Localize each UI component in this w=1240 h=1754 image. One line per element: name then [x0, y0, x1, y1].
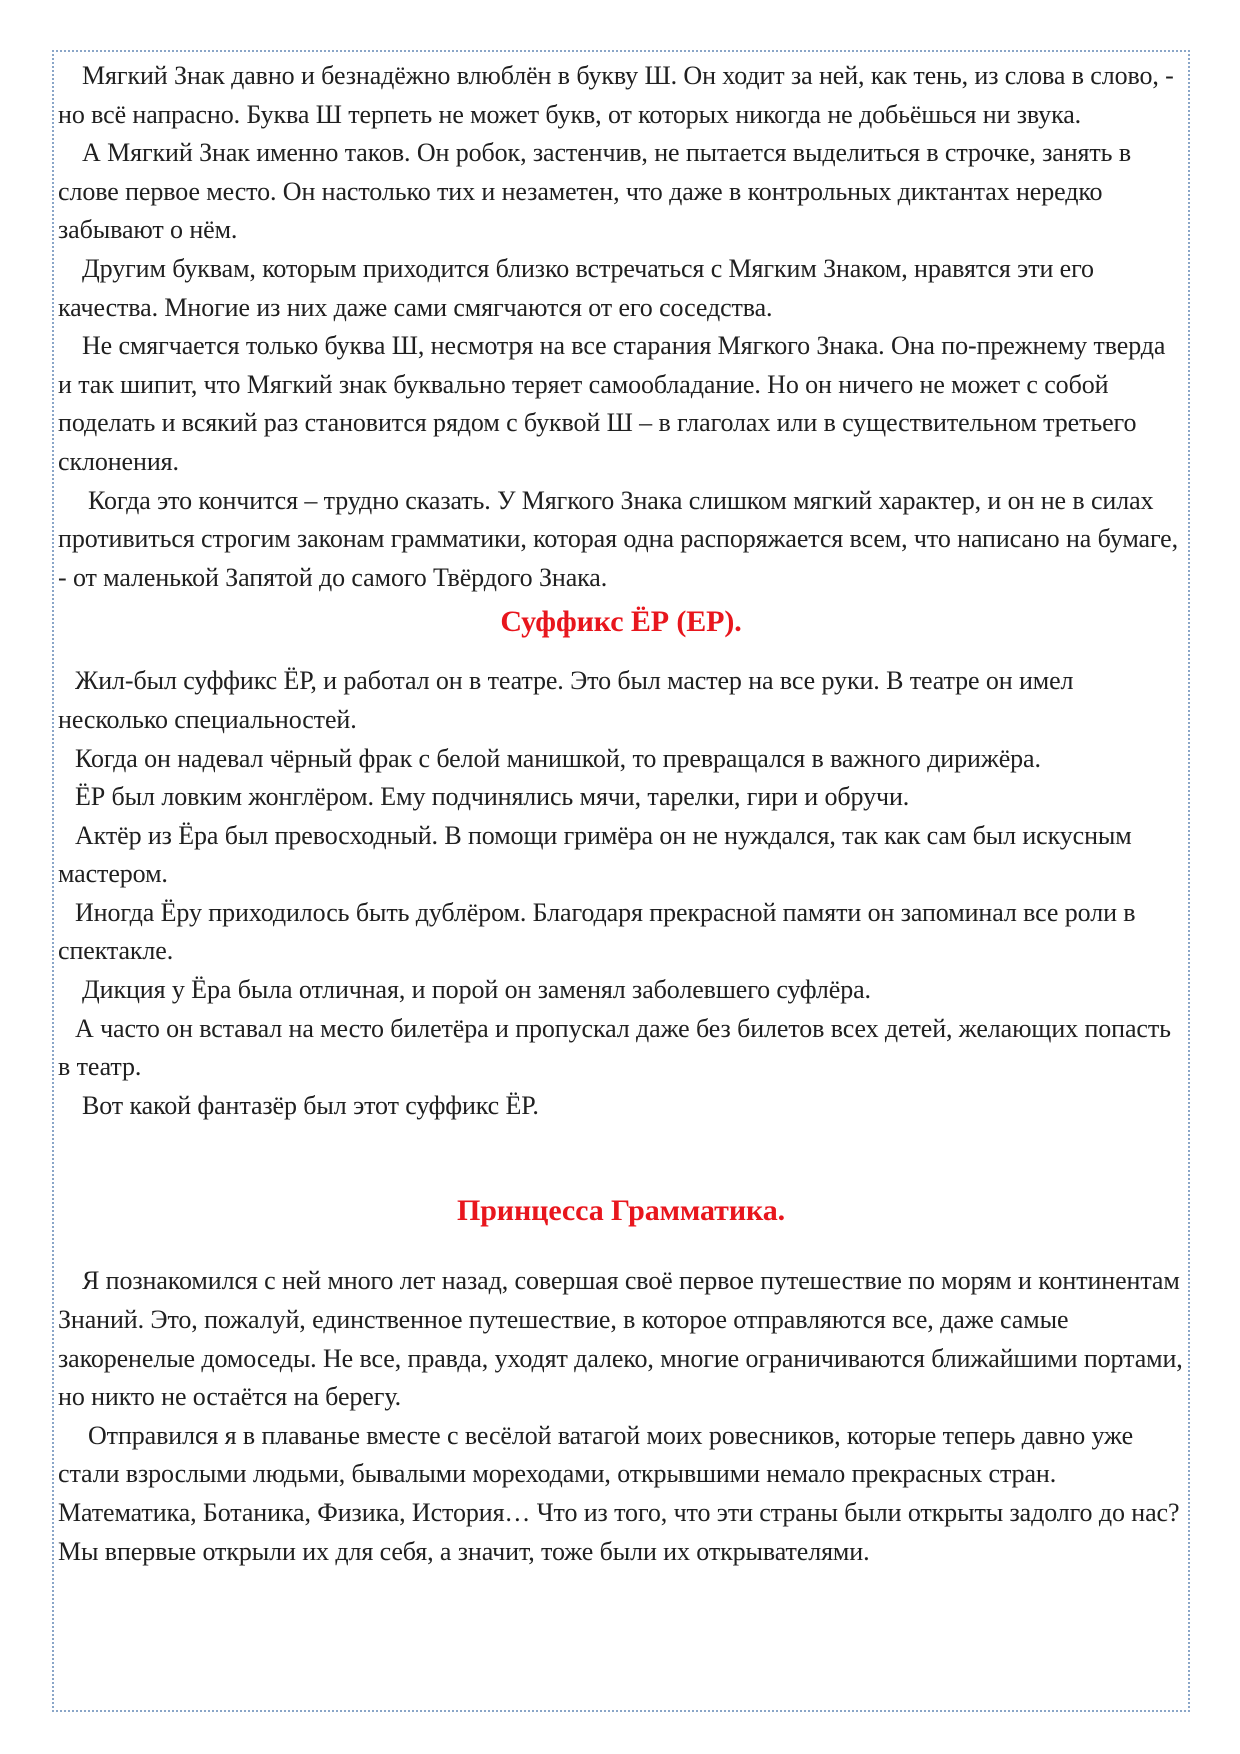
soft-sign-paragraph-5: Когда это кончится – трудно сказать. У Мягкого Знака слишком мягкий характер, и он не в силах противиться строгим законам грамматики, которая одна распоряжается всем, что написано на бумаге, - от маленькой Запятой до самого Твёрдого Знака. [58, 485, 1179, 592]
princess-paragraph-2: Отправился я в плаванье вместе с весёлой ватагой моих ровесников, которые теперь давно уже стали взрослыми людьми, бывалыми мореходами, открывшими немало прекрасных стран. Математика, Ботаника, Физика, История… Что из того, что эти страны были открыты задолго до нас? Мы впервые открыли их для себя, а значит, тоже были их открывателями. [58, 1420, 1180, 1566]
suffix-paragraph-4: Актёр из Ёра был превосходный. В помощи гримёра он не нуждался, так как сам был искусным мастером. [58, 820, 1132, 889]
soft-sign-paragraph-4: Не смягчается только буква Ш, несмотря на все старания Мягкого Знака. Она по-прежнему тверда и так шипит, что Мягкий знак буквально теряет самообладание. Но он ничего не может с собой поделать и всякий раз становится рядом с буквой Ш – в глаголах или в существительном третьего склонения. [58, 331, 1166, 476]
suffix-paragraph-5: Иногда Ёру приходилось быть дублёром. Благодаря прекрасной памяти он запоминал все роли в спектакле. [58, 897, 1136, 966]
suffix-paragraph-8: Вот какой фантазёр был этот суффикс ЁР. [82, 1090, 539, 1120]
suffix-paragraph-1: Жил-был суффикс ЁР, и работал он в театре. Это был мастер на все руки. В театре он имел несколько специальностей. [58, 666, 1074, 734]
suffix-paragraph-2: Когда он надевал чёрный фрак с белой манишкой, то превращался в важного дирижёра. [75, 743, 1041, 773]
suffix-paragraph-7: А часто он вставал на место билетёра и пропускал даже без билетов всех детей, желающих попасть в театр. [58, 1013, 1171, 1082]
princess-story-title: Принцесса Грамматика. [456, 1194, 786, 1228]
suffix-story-title: Суффикс ЁР (ЕР). [500, 605, 742, 639]
suffix-paragraph-3: ЁР был ловким жонглёром. Ему подчинялись мячи, тарелки, гири и обручи. [75, 782, 910, 812]
soft-sign-paragraph-2: А Мягкий Знак именно таков. Он робок, застенчив, не пытается выделиться в строчке, занять в слове первое место. Он настолько тих и незаметен, что даже в контрольных диктантах нередко забывают о нём. [58, 138, 1132, 245]
document-body [58, 57, 1184, 1571]
soft-sign-paragraph-1: Мягкий Знак давно и безнадёжно влюблён в букву Ш. Он ходит за ней, как тень, из слова в слово, - но всё напрасно. Буква Ш терпеть не может букв, от которых никогда не добьёшься ни звука. [58, 61, 1174, 129]
princess-paragraph-1: Я познакомился с ней много лет назад, совершая своё первое путешествие по морям и континентам Знаний. Это, пожалуй, единственное путешествие, в которое отправляются все, даже самые закоренелые домоседы. Не все, правда, уходят далеко, многие ограничиваются ближайшими портами, но никто не остаётся на берегу. [58, 1266, 1183, 1412]
soft-sign-paragraph-3: Другим буквам, которым приходится близко встречаться с Мягким Знаком, нравятся эти его качества. Многие из них даже сами смягчаются от его соседства. [58, 253, 1094, 322]
suffix-paragraph-6: Дикция у Ёра была отличная, и порой он заменял заболевшего суфлёра. [82, 975, 871, 1005]
